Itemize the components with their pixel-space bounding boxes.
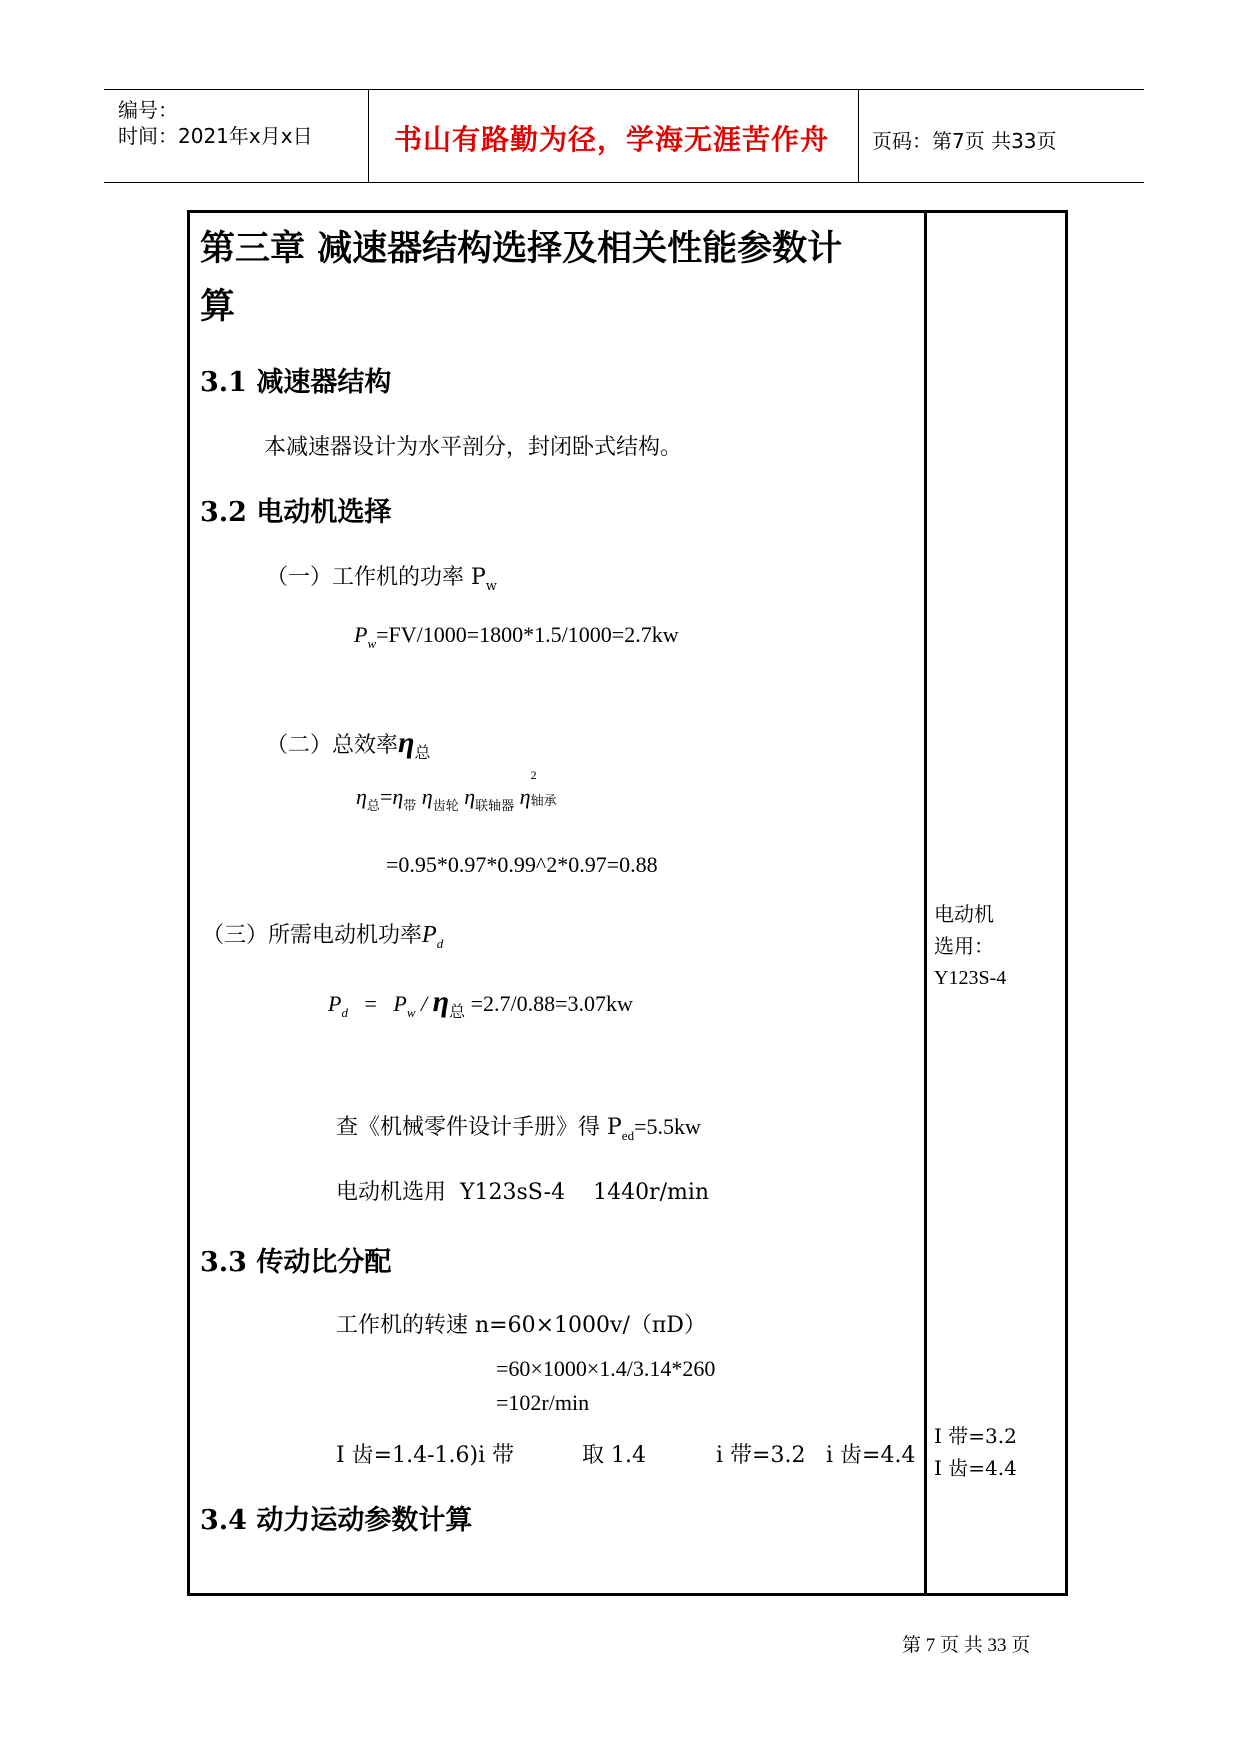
work-speed-line1: 工作机的转速 n=60×1000v/（πD） — [336, 1313, 706, 1338]
section-3-1-text: 本减速器设计为水平剖分，封闭卧式结构。 — [264, 435, 683, 460]
ratio-part2: 取 1.4 — [582, 1443, 646, 1468]
header-divider-right — [858, 89, 859, 183]
side-note-motor: 电动机 选用： Y123S-4 — [934, 902, 1007, 989]
required-power-formula: $P_d$ = $P_w / \eta_总 =2.7/0.88=3.07kw$ — [328, 985, 633, 1021]
section-3-4-heading: 3.4 动力运动参数计算 — [200, 1505, 473, 1536]
motor-choice: 电动机选用 Y123sS-4 1440r/min — [336, 1180, 710, 1205]
header-page-label: 页码：第7页 共33页 — [872, 129, 1057, 153]
handbook-lookup: 查《机械零件设计手册》得 $P_{ed}=5.5kw$ — [336, 1114, 701, 1143]
required-motor-power-label: （三）所需电动机功率$P_d$ — [202, 922, 444, 951]
header-top-rule — [104, 89, 1144, 90]
efficiency-product-formula: $\eta_总=\eta_带$ $\eta_{齿轮}$ $\eta_{联轴器}$ η 2 轴承 — [356, 768, 557, 813]
ratio-part4: i 齿=4.4 — [826, 1443, 916, 1468]
footer-page-number: 第 7 页 共 33 页 — [902, 1635, 1031, 1656]
ratio-part1: I 齿=1.4-1.6)i 带 — [336, 1443, 515, 1468]
total-efficiency-label: （二）总效率$\eta_总$ — [266, 726, 431, 762]
header-number-label: 编号： — [118, 98, 178, 122]
chapter-title-line2: 算 — [200, 286, 236, 327]
section-3-1-heading: 3.1 减速器结构 — [200, 367, 392, 398]
header-time-label: 时间：2021年x月x日 — [118, 124, 313, 148]
work-machine-power-label: （一）工作机的功率 $P_w$ — [266, 565, 497, 594]
header-divider-left — [368, 89, 369, 183]
header-bottom-rule — [104, 182, 1144, 183]
section-3-3-heading: 3.3 传动比分配 — [200, 1247, 392, 1278]
side-column-divider — [924, 210, 927, 1596]
work-speed-line3: =102r/min — [496, 1390, 590, 1415]
ratio-part3: i 带=3.2 — [716, 1443, 806, 1468]
work-speed-line2: =60×1000×1.4/3.14*260 — [496, 1356, 716, 1381]
chapter-title-line1: 第三章 减速器结构选择及相关性能参数计 — [200, 228, 843, 269]
chapter-title — [200, 220, 920, 336]
header-motto: 书山有路勤为径，学海无涯苦作舟 — [394, 123, 830, 156]
ratio-line — [336, 1438, 916, 1469]
side-note-ratio: I 带=3.2 I 齿=4.4 — [934, 1424, 1017, 1480]
section-3-2-heading: 3.2 电动机选择 — [200, 497, 392, 528]
efficiency-result: =0.95*0.97*0.99^2*0.97=0.88 — [386, 852, 658, 877]
work-power-formula: $P_w=FV/1000=1800*1.5/1000=2.7kw$ — [354, 622, 679, 651]
